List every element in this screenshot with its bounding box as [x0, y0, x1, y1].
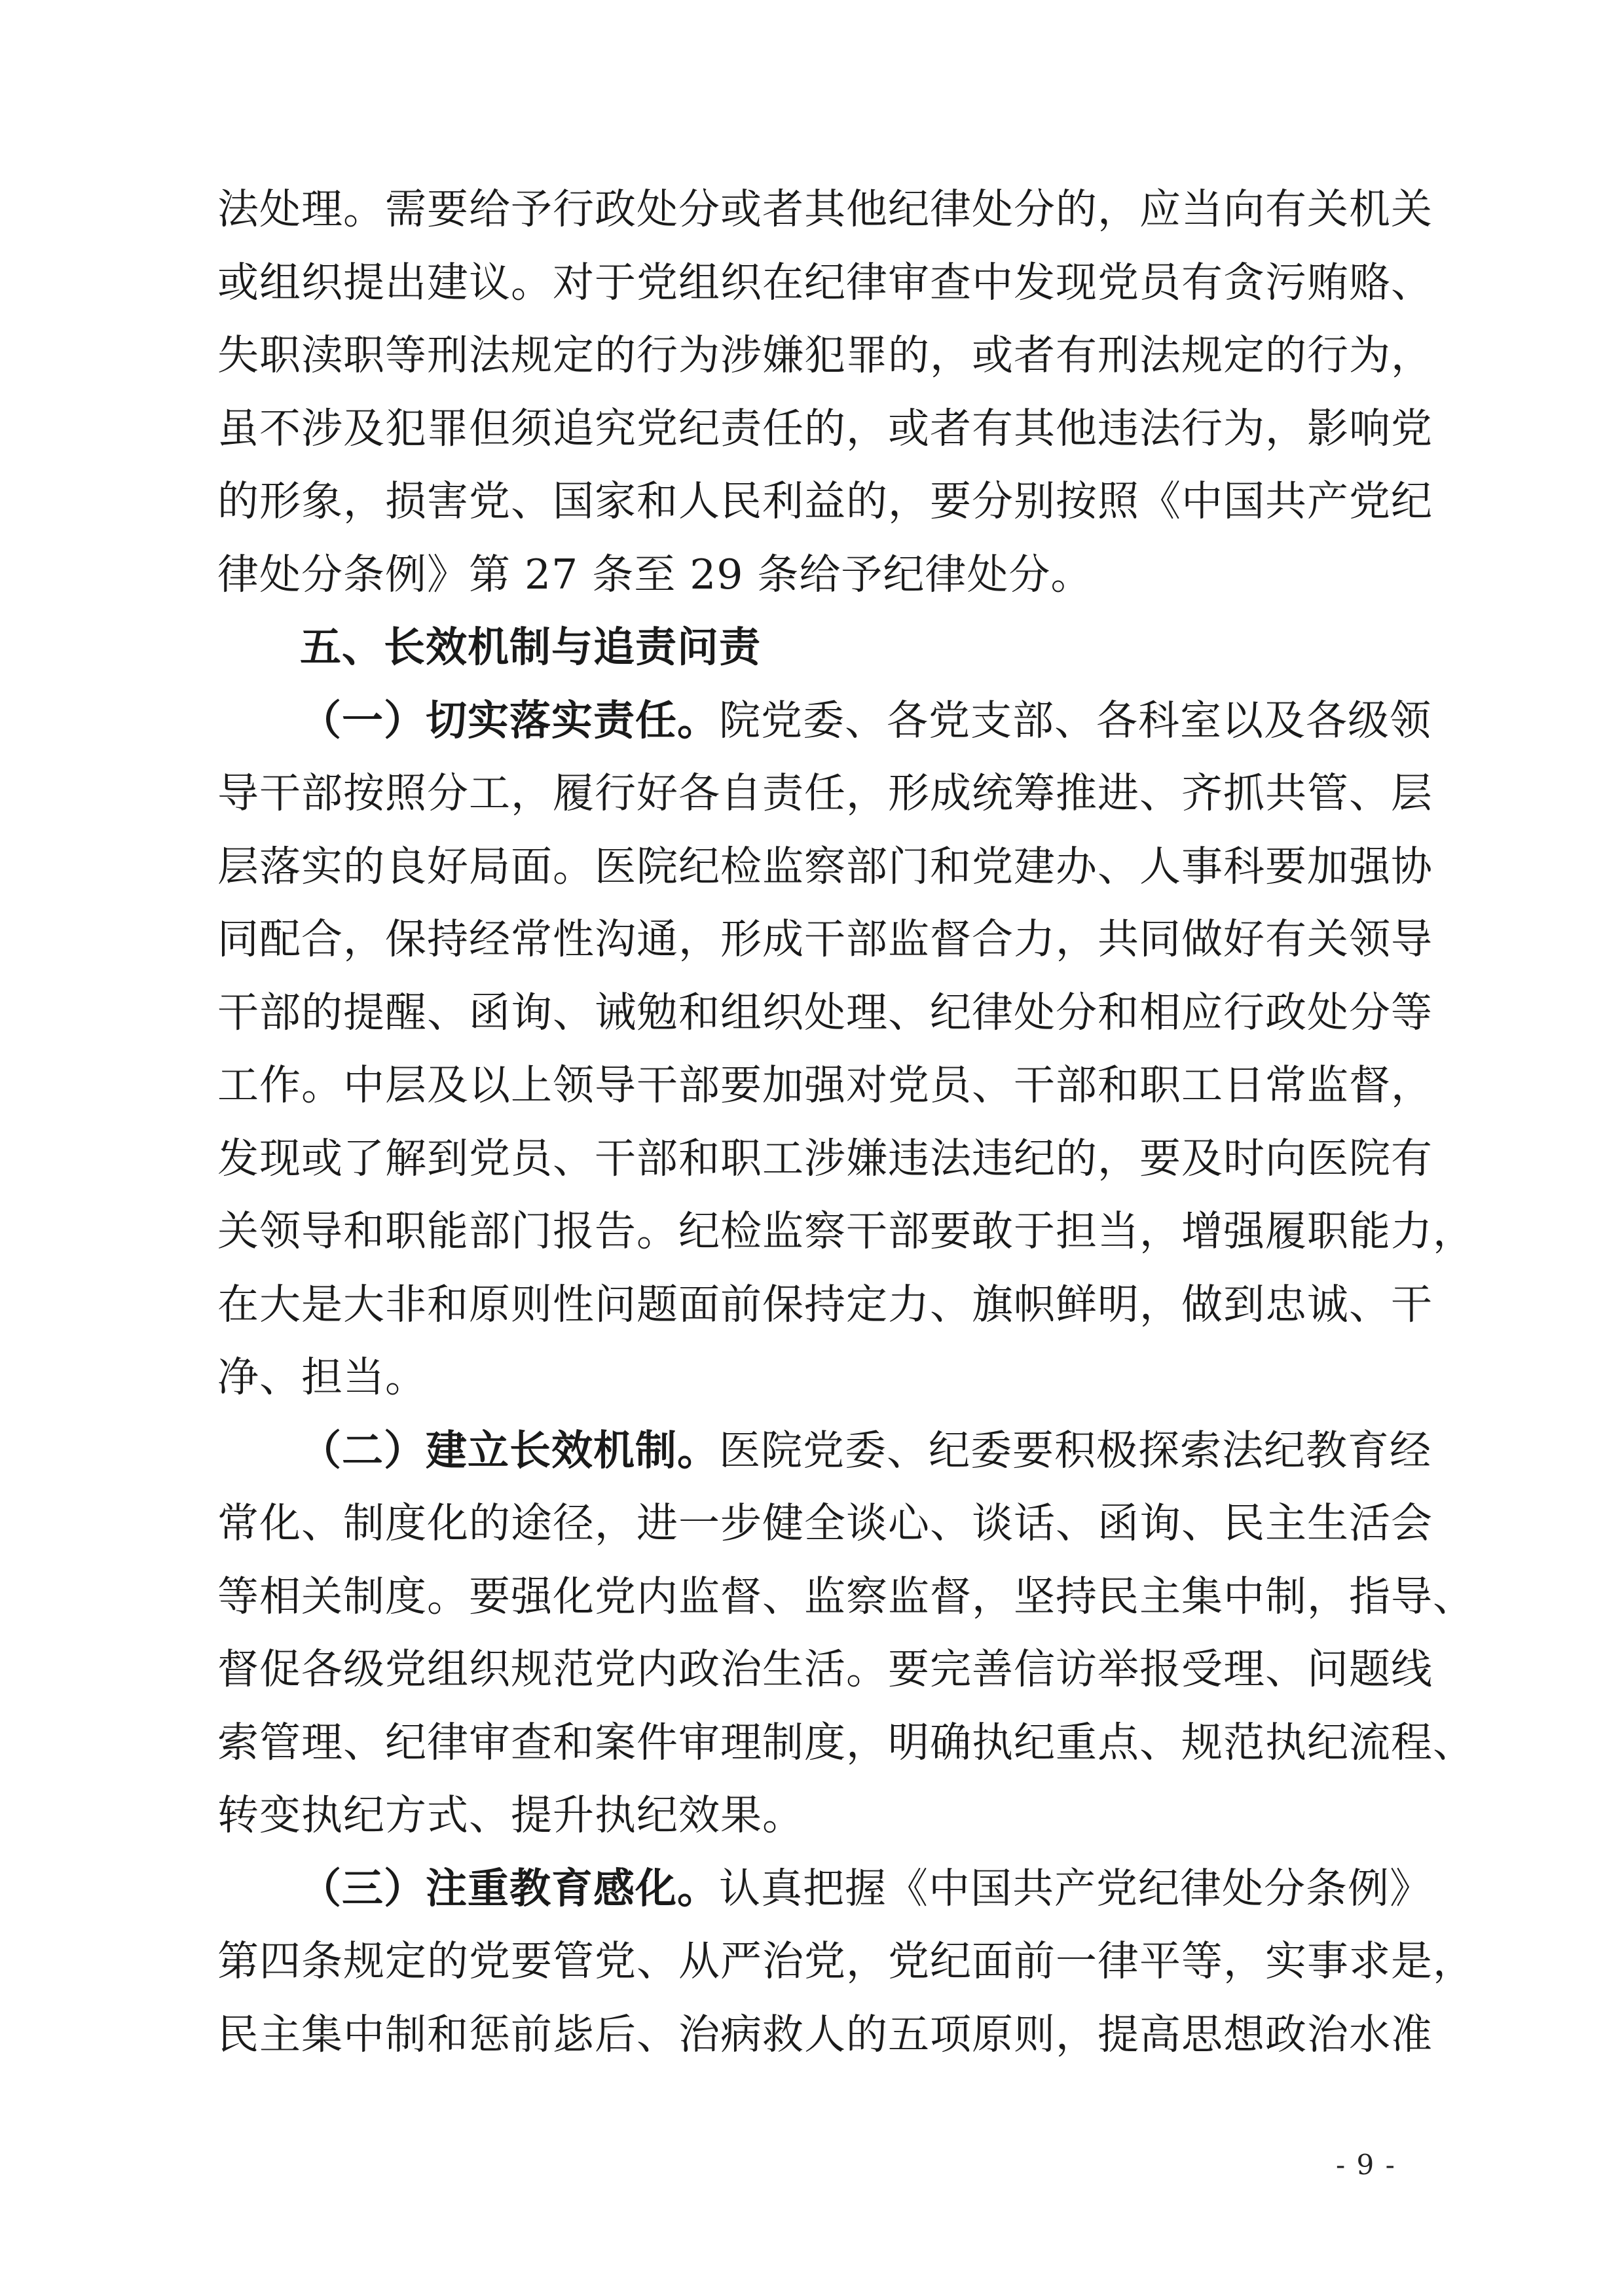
text-line: 索管理、纪律审查和案件审理制度，明确执纪重点、规范执纪流程、 [217, 1718, 1475, 1766]
text-line: 失职渎职等刑法规定的行为涉嫌犯罪的，或者有刑法规定的行为， [217, 331, 1433, 379]
text-line: 督促各级党组织规范党内政治生活。要完善信访举报受理、问题线 [217, 1645, 1433, 1693]
paragraph-first-line [217, 1414, 1431, 1487]
section-heading: 五、长效机制与追责问责 [300, 623, 761, 671]
text-line: 工作。中层及以上领导干部要加强对党员、干部和职工日常监督， [217, 1061, 1433, 1109]
text-line: 净、担当。 [217, 1353, 427, 1401]
text-line: 等相关制度。要强化党内监督、监察监督，坚持民主集中制，指导、 [217, 1572, 1475, 1620]
text-line: 法处理。需要给予行政处分或者其他纪律处分的，应当向有关机关 [217, 185, 1433, 233]
text-line: 常化、制度化的途径，进一步健全谈心、谈话、函询、民主生活会 [217, 1499, 1433, 1547]
paragraph-text: 院党委、各党支部、各科室以及各级领 [719, 696, 1431, 744]
page-number: - 9 - [1336, 2149, 1396, 2181]
text-line: 同配合，保持经常性沟通，形成干部监督合力，共同做好有关领导 [217, 915, 1433, 963]
paragraph-lead: （三）注重教育感化。 [300, 1863, 719, 1912]
paragraph-mechanism [217, 1414, 1475, 1852]
text-line: 导干部按照分工，履行好各自责任，形成统筹推进、齐抓共管、层 [217, 769, 1433, 817]
text-line: 发现或了解到党员、干部和职工涉嫌违法违纪的，要及时向医院有 [217, 1134, 1433, 1182]
text-line: 第四条规定的党要管党、从严治党，党纪面前一律平等，实事求是， [217, 1937, 1475, 1985]
text-line: 干部的提醒、函询、诫勉和组织处理、纪律处分和相应行政处分等 [217, 988, 1433, 1036]
text-line: 或组织提出建议。对于党组织在纪律审查中发现党员有贪污贿赂、 [217, 258, 1433, 306]
document-body [217, 173, 1475, 2071]
text-line: 民主集中制和惩前毖后、治病救人的五项原则，提高思想政治水准 [217, 2010, 1433, 2058]
paragraph-text: 认真把握《中国共产党纪律处分条例》 [719, 1864, 1431, 1912]
text-line: 的形象，损害党、国家和人民利益的，要分别按照《中国共产党纪 [217, 477, 1433, 525]
text-line: 关领导和职能部门报告。纪检监察干部要敢于担当，增强履职能力， [217, 1207, 1475, 1255]
paragraph-first-line [217, 1852, 1431, 1925]
text-line: 层落实的良好局面。医院纪检监察部门和党建办、人事科要加强协 [217, 842, 1433, 890]
paragraph-first-line [217, 684, 1431, 757]
paragraph-education [217, 1852, 1475, 2071]
paragraph-text: 医院党委、纪委要积极探索法纪教育经 [719, 1426, 1431, 1474]
text-line: 律处分条例》第 27 条至 29 条给予纪律处分。 [217, 550, 1093, 598]
paragraph-lead: （二）建立长效机制。 [300, 1425, 719, 1474]
text-line: 虽不涉及犯罪但须追究党纪责任的，或者有其他违法行为，影响党 [217, 404, 1433, 452]
paragraph-responsibility [217, 684, 1475, 1414]
text-line: 转变执纪方式、提升执纪效果。 [217, 1791, 804, 1839]
paragraph-lead: （一）切实落实责任。 [300, 695, 719, 744]
text-line: 在大是大非和原则性问题面前保持定力、旗帜鲜明，做到忠诚、干 [217, 1280, 1433, 1328]
